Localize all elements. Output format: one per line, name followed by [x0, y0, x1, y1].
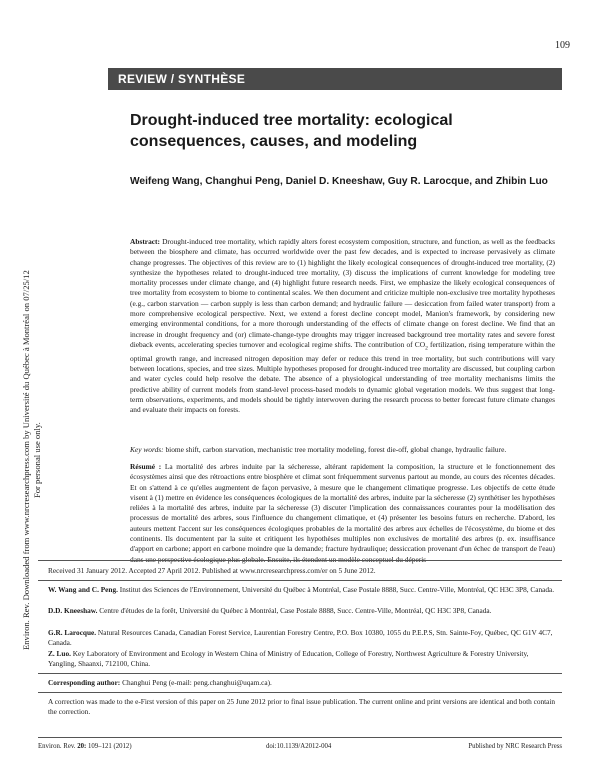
affiliation-text: Natural Resources Canada, Canadian Forest Service, Laurentian Forestry Centre, P.O. Box 10380, 1055 du P.E.P.S, Stn. Sainte-Foy, Québec, QC G1V 4C7, Canada. [48, 628, 553, 647]
affiliation-names: G.R. Larocque. [48, 628, 97, 637]
abstract-label: Abstract: [130, 237, 160, 246]
page-number: 109 [555, 40, 570, 51]
article-title: Drought-induced tree mortality: ecological consequences, causes, and modeling [130, 112, 453, 150]
keywords [130, 445, 555, 455]
footer-divider [38, 737, 562, 738]
sidebar-download-line: Environ. Rev. Downloaded from www.nrcresearchpress.com by Université du Québec à Montréal on 07/25/12 [21, 270, 31, 650]
footer-pages: 109–121 (2012) [86, 743, 132, 750]
footer-volume: 20: [77, 743, 87, 750]
corresponding-author [48, 678, 558, 688]
footer-journal: Environ. Rev. [38, 743, 76, 750]
correction-divider [38, 692, 562, 693]
footer-doi: doi:10.1139/A2012-004 [266, 743, 332, 750]
abstract-subscript: 2 [425, 345, 428, 352]
keywords-text: biome shift, carbon starvation, mechanistic tree mortality modeling, forest die-off, global change, hydraulic failure. [163, 445, 507, 454]
keywords-label: Key words: [130, 445, 164, 454]
resume-text: La mortalité des arbres induite par la sécheresse, altérant rapidement la composition, la structure et le fonctionnement des écosystèmes ainsi que des rétroactions entre biosphère et climat sont fréquemment survenus partout au monde, au cours des récentes décades. Et on s'attend à ce qu'elles augmentent de façon pervasive, à mesure que le changement climatique progresse. Les objectifs de cette étude visent à (1) mettre en évidence les conséquences écologiques de la mortalité des arbres, induite par la sécheresse (2) synthétiser les hypothèses reliées à la mortalité des arbres, induite par la sécheresse (3) discuter l'implication des connaissances courantes pour la modélisation des processus de mortalité des arbres, sous l'influence du changement climatique, et (4) présenter les besoins futurs en recherche. D'abord, les auteurs mettent l'accent sur les conséquences écologiques probables de la mortalité des arbres aux échelles de l'écosystème, du biome et des continents. Ils documentent par la suite et critiquent les hypothèses multiples non exclusives de mortalité des arbres (p. ex. insuffisance d'apport en carbone; apport en carbone moindre que la demande; fracture hydraulique; dessiccation provenant d'un échec de transport de l'eau) dans une perspective écologique plus globale. Ensuite, ils étendent un modèle conceptuel du déperis- [130, 462, 555, 564]
affiliation-text: Institut des Sciences de l'Environnement, Université du Québec à Montréal, Case Postale 8888, Succ. Centre-Ville, Montréal, QC H3C 3P8, Canada. [117, 585, 555, 594]
affiliation-names: D.D. Kneeshaw. [48, 606, 98, 615]
abstract [130, 237, 555, 416]
affiliation-kneeshaw [48, 606, 558, 616]
resume [130, 462, 555, 565]
received-dates: Received 31 January 2012. Accepted 27 April 2012. Published at www.nrcresearchpress.com/er on 5 June 2012. [48, 566, 376, 575]
author-list: Weifeng Wang, Changhui Peng, Daniel D. Kneeshaw, Guy R. Larocque, and Zhibin Luo [130, 176, 548, 187]
footnote-divider [38, 560, 562, 561]
sidebar-notice [21, 270, 43, 650]
received-divider [38, 580, 562, 581]
affiliation-names: Z. Luo. [48, 649, 71, 658]
download-sidebar [6, 130, 42, 650]
footer-citation [38, 743, 132, 750]
affiliation-wang-peng [48, 585, 558, 595]
affiliation-text: Key Laboratory of Environment and Ecology in Western China of Ministry of Education, College of Forestry, Northwest Agriculture & Forestry University, Yangling, Shaanxi, 712100, China. [48, 649, 529, 668]
footer-publisher: Published by NRC Research Press [468, 743, 562, 750]
affiliation-text: Centre d'études de la forêt, Université du Québec à Montréal, Case Postale 8888, Succ. Centre-Ville, Montréal, QC H3C 3P8, Canada. [97, 606, 492, 615]
correction-note: A correction was made to the e-First version of this paper on 25 June 2012 prior to final issue publication. The current online and print versions are identical and both contain the correction. [48, 697, 556, 716]
section-banner: REVIEW / SYNTHÈSE [108, 68, 562, 90]
affiliation-larocque [48, 628, 558, 648]
corresponding-text: Changhui Peng (e-mail: peng.changhui@uqam.ca). [120, 678, 272, 687]
sidebar-personal-use: For personal use only. [32, 422, 42, 499]
abstract-text-part2: fertilization, rising temperature within the optimal growth range, and increased nitrogen deposition may defer or reduce this trend in tree mortality, but such contributions will vary between locations, species, and tree sizes. Multiple hypotheses proposed for drought-induced tree mortality are discussed, but coupling carbon and water cycles could help resolve the debate. The absence of a physiological understanding of tree mortality mechanisms limits the predictive ability of current models from stand-level process-based models to dynamic global vegetation models. We thus suggest that long-term observations, experiments, and models should be tightly interwoven during the research process to better forecast future climate changes and evaluate their impacts on forests. [130, 339, 556, 415]
corresponding-label: Corresponding author: [48, 678, 121, 687]
affiliation-names: W. Wang and C. Peng. [48, 585, 118, 594]
corresponding-divider [38, 673, 562, 674]
resume-label: Résumé : [130, 462, 162, 471]
affiliation-luo [48, 649, 558, 669]
abstract-text-part1: Drought-induced tree mortality, which rapidly alters forest ecosystem composition, structure, and function, as well as the feedbacks between the biosphere and climate, has occurred worldwide over the past few decades, and is expected to increase pervasively as climate change progresses. The objectives of this review are to (1) highlight the likely ecological consequences of drought-induced tree mortality, (2) synthesize the hypotheses related to drought-induced tree mortality, (3) discuss the implications of current knowledge for modeling tree mortality processes under climate change, and (4) highlight future research needs. First, we emphasize the likely ecological consequences of tree mortality from ecosystem to biome to continental scales. We then document and criticize multiple non-exclusive tree mortality hypotheses (e.g., carbon starvation — carbon supply is less than carbon demand; and hydraulic failure — desiccation from failed water transport) from a more comprehensive ecological perspective. Next, we extend a forest decline concept model, Manion's framework, by considering new emerging environmental conditions, for a more thorough understanding of the effects of climate change on forest decline. We find that an increase in drought frequency and (or) climate-change-type droughts may trigger increased background tree mortality rates and severe forest dieback events, accelerating species turnover and ecological regime shifts. The contribution of CO [130, 237, 555, 349]
